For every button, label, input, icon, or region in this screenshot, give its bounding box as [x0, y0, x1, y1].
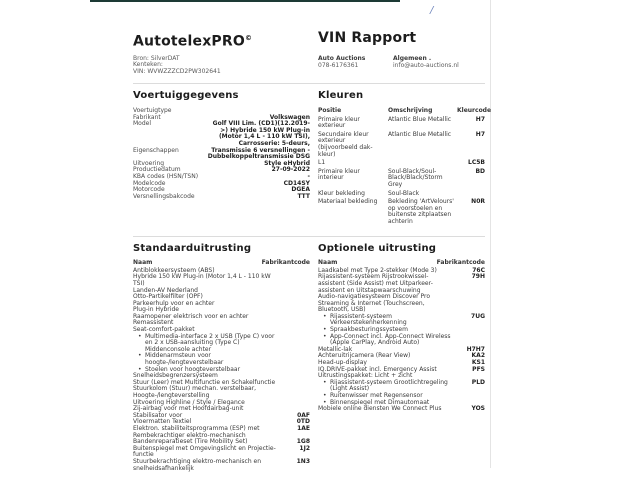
- equipment-name: Rijassistent-systeem Rijstrookwissel-assistent (Side Assist) met Uitparkeer-assistent en Uitstapwaarschuwing: [318, 273, 433, 294]
- equipment-sub-code: [282, 367, 310, 374]
- equipment-item: [133, 386, 310, 399]
- equipment-sub-name: • Ruitenwisser met Regensensor: [323, 392, 423, 399]
- equipment-item: [318, 274, 485, 294]
- equipment-sub-code: [457, 334, 485, 347]
- color-omschrijving: Atlantic Blue Metallic: [388, 130, 452, 138]
- report-title-block: [318, 30, 485, 75]
- equipment-item: [133, 459, 310, 472]
- bullet-icon: •: [323, 378, 327, 386]
- color-positie: Kleur bekleding: [318, 189, 365, 197]
- equipment-name: Laadkabel met Type 2-stekker (Mode 3): [318, 266, 437, 274]
- vehicle-kv-value: DGEA: [291, 186, 310, 194]
- equipment-name: Head-up-display: [318, 359, 367, 367]
- general-email: info@auto-auctions.nl: [393, 61, 459, 69]
- equipment-code: 1N3: [296, 457, 310, 465]
- equipment-name: Seat-comfort-pakket: [133, 326, 195, 334]
- equipment-name: Stuurbekrachtiging elektro-mechanisch en snelheidsafhankelijk: [133, 457, 262, 472]
- vehicle-kv-value: Transmissie 6 versnellingen - Dubbelkoppeltransmissie DSG: [207, 146, 310, 161]
- dealer-phone: 078-6176361: [318, 61, 359, 69]
- vehicle-kv-row: [133, 194, 310, 201]
- text-cursor-mark: /: [430, 5, 434, 16]
- equipment-main-row: [133, 459, 310, 472]
- vehicle-kv-label: Motorcode: [133, 186, 165, 194]
- colors-header-kleurcode: Kleurcode: [457, 107, 492, 115]
- equipment-name: Stuurkolom (Stuur) mechan. verstelbaar, Hoogte-/lengteverstelling: [133, 385, 257, 399]
- header-naam: Naam: [133, 259, 153, 267]
- equipment-code: PFS: [472, 365, 485, 373]
- equipment-code: 0AF: [297, 411, 310, 419]
- optional-equipment-header: [318, 260, 485, 267]
- optional-equipment-title: Optionele uitrusting: [318, 242, 437, 254]
- color-code: H7: [475, 115, 485, 123]
- equipment-sub-name: • Rijassistent-systeem Verkeerstekenherkenning: [323, 312, 407, 327]
- equipment-name: Plug-in Hybride: [133, 306, 179, 314]
- colors-table-body: [318, 117, 485, 226]
- equipment-code: [282, 301, 310, 308]
- equipment-item: [133, 327, 310, 373]
- equipment-sub-code: PLD: [471, 378, 485, 386]
- identifier-line: Bron: SilverDAT: [133, 54, 180, 62]
- equipment-name: Vloermatten Textiel: [133, 418, 192, 426]
- identifier-line: Kenteken:: [133, 61, 163, 69]
- color-omschrijving: [388, 160, 454, 167]
- equipment-main-row: [133, 386, 310, 399]
- equipment-code: [282, 327, 310, 334]
- vehicle-kv-value: Golf VIII Lim. (CD1)(12.2019->) Hybride 150 kW Plug-in (Motor 1,4 L - 110 kW TSI), Carrosserie: 5-deurs,: [212, 120, 310, 147]
- header-fabrikantcode: Fabrikantcode: [436, 259, 485, 267]
- standard-equipment-list: [133, 268, 310, 472]
- equipment-item: [133, 446, 310, 459]
- vehicle-kv-value: Style eHybrid: [264, 159, 310, 167]
- equipment-code: 1G8: [296, 438, 310, 446]
- equipment-code: [282, 380, 310, 387]
- vehicle-identifiers: [133, 56, 318, 76]
- vehicle-kv-value: -: [307, 172, 310, 180]
- equipment-name: Remassistent: [133, 319, 174, 327]
- equipment-name: Uitrustingspakket: Licht + zicht: [318, 372, 413, 380]
- color-row: [318, 117, 485, 130]
- equipment-sub-name: • Binnenspiegel met Dimautomaat: [323, 398, 430, 406]
- equipment-code: [282, 268, 310, 275]
- copyright-symbol: ©: [244, 34, 253, 42]
- equipment-code: [282, 373, 310, 380]
- equipment-code: [282, 320, 310, 327]
- color-positie: L1: [318, 159, 326, 167]
- equipment-name: Parkeerhulp voor en achter: [133, 299, 215, 307]
- color-row: [318, 169, 485, 189]
- vin-report-document: [133, 30, 492, 472]
- equipment-code: 76C: [472, 266, 485, 274]
- standard-equipment-section: [133, 237, 310, 473]
- page-right-edge: [490, 0, 491, 468]
- bullet-icon: •: [323, 312, 327, 320]
- equipment-name: Raamopener elektrisch voor en achter: [133, 312, 249, 320]
- equipment-name: IQ.DRIVE-pakket incl. Emergency Assist: [318, 365, 437, 373]
- report-header: [133, 30, 485, 75]
- optional-equipment-list: [318, 268, 485, 413]
- equipment-sub-name: • Multimedia-interface 2 x USB (Type C) voor en 2 x USB-aansluiting (Type C) Middenconsole achter: [138, 332, 275, 353]
- colors-header-omschrijving: Omschrijving: [388, 107, 433, 115]
- color-positie: Secundaire kleur exterieur (bijvoorbeeld dak-kleur): [318, 130, 373, 158]
- dealer-name: Auto Auctions: [318, 55, 366, 62]
- equipment-main-row: [133, 446, 310, 459]
- equipment-sub-row: [133, 334, 310, 354]
- vehicle-kv-row: [133, 148, 310, 161]
- equipment-main-row: [318, 294, 485, 314]
- equipment-code: [282, 288, 310, 295]
- equipment-code: 1AE: [297, 424, 310, 432]
- bullet-icon: •: [323, 392, 327, 399]
- equipment-sub-name: • Middenarmsteun voor hoogte-/lengteverstelbaar: [138, 352, 224, 367]
- report-title: VIN Rapport: [318, 30, 417, 46]
- section-row-equipment: [133, 237, 485, 473]
- standard-equipment-title: Standaarduitrusting: [133, 242, 252, 254]
- brand-block: [133, 30, 318, 75]
- bullet-icon: •: [138, 365, 142, 373]
- color-code: BD: [475, 167, 485, 175]
- vehicle-kv-label: Productiedatum: [133, 166, 181, 174]
- vehicle-kv-label: KBA codes (HSN/TSN): [133, 172, 199, 180]
- equipment-sub-name: • Spraakbesturingssysteem: [323, 326, 408, 334]
- equipment-name: Audio-navigatiesysteem Discover Pro Streaming & Internet (Touchscreen, Bluetooth, USB): [318, 293, 431, 314]
- equipment-code: KA2: [471, 352, 485, 360]
- general-contact: [393, 56, 485, 69]
- color-positie: Materiaal bekleding: [318, 198, 378, 206]
- equipment-code: [282, 307, 310, 314]
- identifier-line: VIN: WVWZZZCD2PW302641: [133, 67, 221, 75]
- equipment-code: [282, 386, 310, 399]
- colors-section-title: Kleuren: [318, 90, 364, 102]
- equipment-name: Metallic-lak: [318, 345, 353, 353]
- color-code: [457, 191, 485, 198]
- header-fabrikantcode: Fabrikantcode: [261, 259, 310, 267]
- equipment-item: [318, 294, 485, 347]
- colors-section: [318, 84, 492, 227]
- section-row-vehicle-colors: [133, 84, 492, 227]
- vehicle-kv-list: [133, 108, 310, 200]
- equipment-code: KS1: [471, 359, 485, 367]
- equipment-sub-row: [318, 334, 485, 347]
- colors-table-header: [318, 107, 492, 115]
- bullet-icon: •: [323, 398, 327, 406]
- equipment-name: Zij-airbag voor met Hoofdairbag-unit: [133, 405, 244, 413]
- equipment-code: [457, 294, 485, 314]
- vehicle-kv-value: Volkswagen: [269, 113, 310, 121]
- equipment-code: YOS: [471, 405, 485, 413]
- equipment-item: [318, 373, 485, 406]
- equipment-code: [282, 314, 310, 321]
- equipment-name: Elektron. stabiliteitsprogramma (ESP) met Rembekrachtiger elektro-mechanisch: [133, 424, 260, 439]
- equipment-code: H7H7: [466, 345, 485, 353]
- equipment-name: Buitenspiegel met Omgevingslicht en Projectie-functie: [133, 444, 276, 459]
- equipment-sub-name: • Stoelen voor hoogteverstelbaar: [138, 365, 241, 373]
- equipment-name: Snelheidsbegrenzersysteem: [133, 372, 218, 380]
- equipment-code: 79H: [471, 273, 485, 281]
- dealer-contact: [318, 56, 393, 69]
- equipment-name: Hybride 150 kW Plug-in (Motor 1,4 L - 110 kW TSI): [133, 273, 271, 287]
- bullet-icon: •: [323, 326, 327, 334]
- equipment-sub-row: [133, 353, 310, 366]
- color-omschrijving: Soul-Black: [388, 189, 420, 197]
- window-top-edge: [90, 0, 400, 2]
- vehicle-kv-label: Voertuigtype: [133, 107, 172, 115]
- color-omschrijving: Soul-Black/Soul-Black/Black/Storm Grey: [388, 167, 443, 188]
- equipment-code: [282, 274, 310, 287]
- bullet-icon: •: [138, 352, 142, 360]
- equipment-sub-code: [282, 353, 310, 366]
- color-code: N0R: [471, 198, 485, 206]
- vehicle-kv-value: TTT: [297, 192, 310, 200]
- color-positie: Primaire kleur interieur: [318, 167, 360, 182]
- vehicle-kv-label: Modelcode: [133, 179, 166, 187]
- equipment-name: Bandenreparatieset (Tire Mobility Set): [133, 438, 248, 446]
- vehicle-section-title: Voertuiggegevens: [133, 90, 239, 102]
- equipment-sub-code: [457, 327, 485, 334]
- color-code: LC5B: [468, 159, 485, 167]
- vehicle-kv-value: CD14SY: [283, 179, 310, 187]
- general-label: Algemeen .: [393, 55, 432, 62]
- vehicle-kv-value: 27-09-2022: [271, 166, 310, 174]
- contact-row: [318, 56, 485, 69]
- equipment-name: Antiblokkeersysteem (ABS): [133, 266, 215, 274]
- equipment-name: Stuur (Leer) met Multifunctie en Schakelfunctie: [133, 378, 276, 386]
- equipment-main-row: [318, 406, 485, 413]
- color-row: [318, 160, 485, 167]
- app-title: AutotelexPRO©: [133, 33, 253, 50]
- equipment-main-row: [133, 274, 310, 287]
- equipment-sub-name: • Rijassistent-systeem Grootlichtregeling (Light Assist): [323, 378, 448, 393]
- vehicle-kv-row: [133, 121, 310, 147]
- equipment-code: 0TD: [296, 418, 310, 426]
- vehicle-section: [133, 84, 310, 200]
- vehicle-kv-label: Versnellingsbakcode: [133, 192, 195, 200]
- optional-equipment-section: [318, 237, 485, 413]
- bullet-icon: •: [138, 332, 142, 340]
- color-positie: Primaire kleur exterieur: [318, 115, 360, 130]
- equipment-sub-code: [457, 393, 485, 400]
- equipment-name: Stabilisator voor: [133, 411, 183, 419]
- colors-header-positie: Positie: [318, 107, 342, 115]
- equipment-name: Mobiele online diensten We Connect Plus: [318, 405, 442, 413]
- equipment-name: Otto-Partikelfilter (OPF): [133, 293, 203, 301]
- equipment-sub-name: • App-Connect incl. App-Connect Wireless (Apple CarPlay, Android Auto): [323, 332, 451, 347]
- equipment-sub-code: [282, 334, 310, 354]
- standard-equipment-header: [133, 260, 310, 267]
- equipment-item: [133, 274, 310, 287]
- equipment-code: 1J2: [299, 444, 310, 452]
- color-row: [318, 191, 485, 198]
- header-naam: Naam: [318, 259, 338, 267]
- equipment-code: [282, 400, 310, 407]
- color-omschrijving: Bekleding 'ArtVelours' op voorstoelen en buitenste zitplaatsen achterin: [388, 198, 454, 225]
- equipment-name: Uitvoering Highline / Style / Elegance: [133, 398, 245, 406]
- color-row: [318, 199, 485, 225]
- vehicle-kv-label: Fabrikant: [133, 113, 161, 121]
- vehicle-kv-label: Model: [133, 120, 152, 128]
- color-row: [318, 132, 485, 158]
- equipment-name: Achteruitrijcamera (Rear View): [318, 352, 411, 360]
- equipment-main-row: [318, 274, 485, 294]
- equipment-item: [318, 406, 485, 413]
- color-code: H7: [475, 130, 485, 138]
- equipment-name: Landen-AV Nederland: [133, 286, 198, 294]
- bullet-icon: •: [323, 332, 327, 340]
- color-omschrijving: Atlantic Blue Metallic: [388, 115, 452, 123]
- vehicle-kv-label: Uitvoering: [133, 159, 165, 167]
- equipment-code: [282, 294, 310, 301]
- equipment-sub-code: 7UG: [471, 312, 485, 320]
- vehicle-kv-label: Eigenschappen: [133, 146, 179, 154]
